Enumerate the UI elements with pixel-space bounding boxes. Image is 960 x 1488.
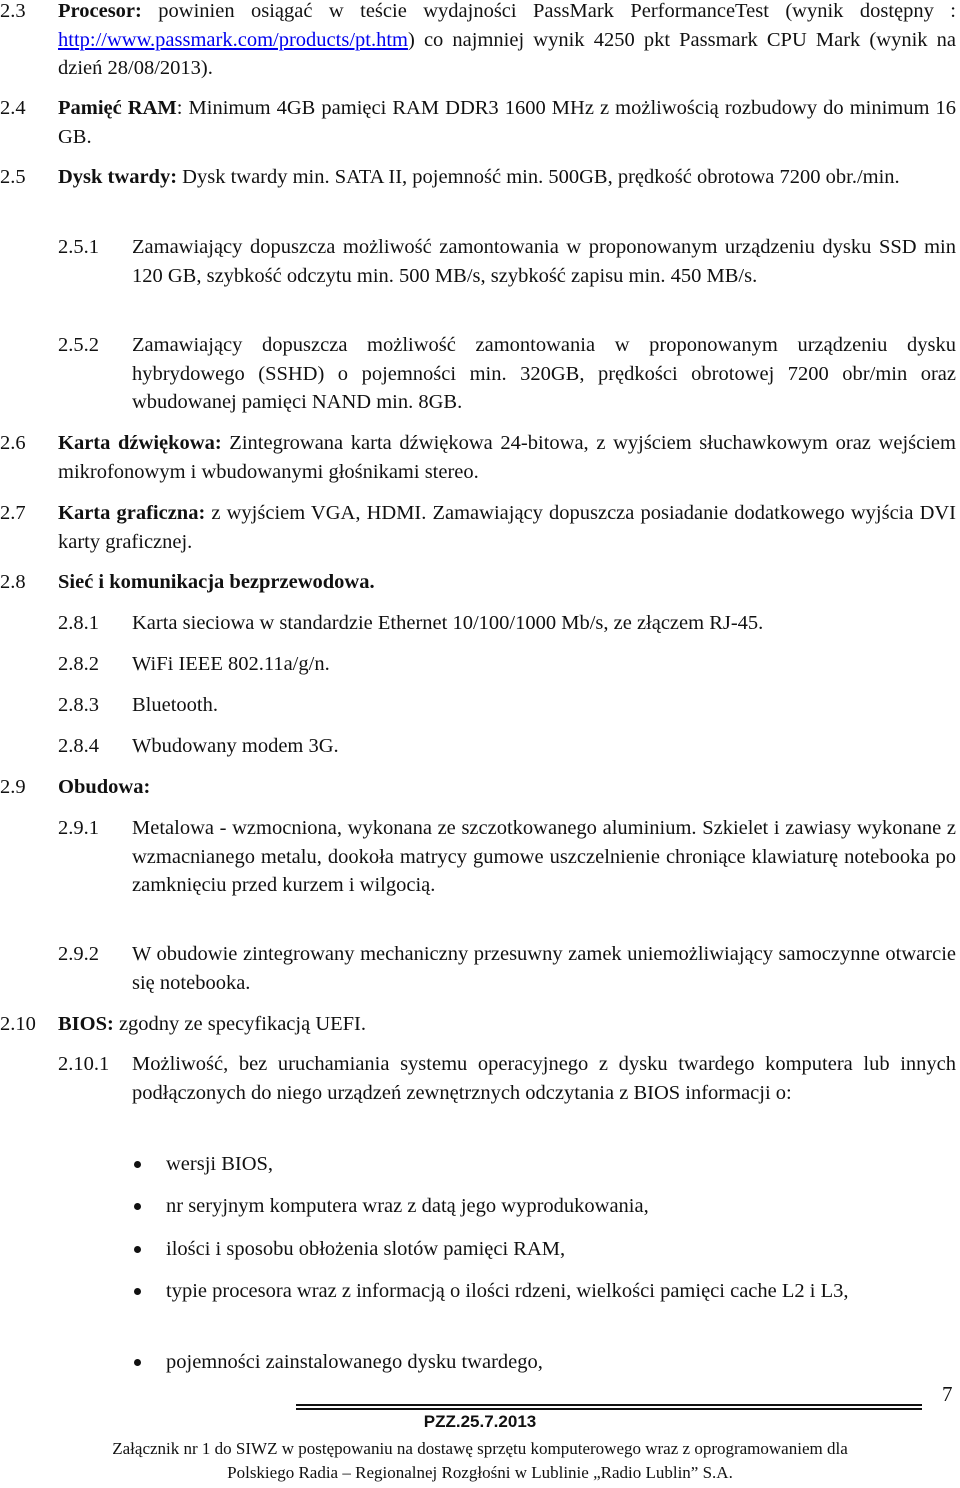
section-2-3 (0, 0, 956, 83)
passmark-link[interactable]: http://www.passmark.com/products/pt.htm (58, 28, 408, 51)
section-text (58, 0, 956, 83)
subsection-number: 2.10.1 (58, 1053, 110, 1075)
section-body: z wyjściem VGA, HDMI. Zamawiający dopuszcza posiadanie dodatkowego wyjścia DVI karty graficznej. (58, 502, 957, 553)
footer-line-2: Polskiego Radia – Regionalnej Rozgłośni w Lublinie „Radio Lublin” S.A. (227, 1463, 733, 1482)
subsection-2-5-2 (58, 331, 956, 417)
section-label: Dysk twardy: (58, 166, 178, 188)
section-label: BIOS: (58, 1013, 114, 1035)
bullet-item (131, 1235, 956, 1264)
section-number: 2.7 (0, 502, 26, 524)
section-text (58, 1010, 956, 1039)
section-number: 2.8 (0, 571, 26, 593)
section-text (58, 429, 956, 486)
section-2-10 (0, 1010, 956, 1039)
bullet-text: typie procesora wraz z informacją o ilości rdzeni, wielkości pamięci cache L2 i L3, (166, 1280, 849, 1302)
subsection-text: W obudowie zintegrowany mechaniczny przesuwny zamek uniemożliwiający samoczynne otwarcie się notebooka. (132, 943, 956, 994)
subsection-2-10-1 (58, 1050, 956, 1107)
section-body: powinien osiągać w teście wydajności PassMark PerformanceTest (wynik dostępny : (141, 0, 956, 22)
section-2-4 (0, 94, 956, 151)
subsection-number: 2.8.1 (58, 612, 99, 634)
subsection-2-9-2 (58, 940, 956, 997)
bullet-item (131, 1348, 956, 1377)
section-number: 2.9 (0, 776, 26, 798)
section-text (58, 163, 956, 192)
section-2-9 (0, 773, 956, 802)
section-2-5 (0, 163, 956, 192)
section-label: Karta graficzna: (58, 502, 206, 524)
section-body: : Minimum 4GB pamięci RAM DDR3 1600 MHz z możliwością rozbudowy do minimum 16 GB. (58, 97, 957, 148)
section-label: Obudowa: (58, 776, 151, 798)
bullet-item (131, 1150, 956, 1179)
bullet-text: pojemności zainstalowanego dysku twardego, (166, 1351, 543, 1373)
footer-rule (296, 1404, 922, 1406)
section-body: Dysk twardy min. SATA II, pojemność min. 500GB, prędkość obrotowa 7200 obr./min. (177, 166, 900, 188)
subsection-number: 2.9.2 (58, 943, 99, 965)
subsection-text: Metalowa - wzmocniona, wykonana ze szczotkowanego aluminium. Szkielet i zawiasy wykonane z wzmacnianego metalu, dookoła matrycy gumowe uszczelnienie chroniące klawiaturę notebooka po zamknięciu przed kurzem i wilgocią. (132, 817, 956, 896)
section-text (58, 773, 956, 802)
subsection-number: 2.5.2 (58, 334, 99, 356)
section-body: zgodny ze specyfikacją UEFI. (113, 1013, 366, 1035)
subsection-number: 2.8.2 (58, 653, 99, 675)
subsection-text: Bluetooth. (132, 694, 218, 716)
subsection-text: Wbudowany modem 3G. (132, 735, 339, 757)
section-label: Karta dźwiękowa: (58, 432, 222, 454)
subsection-text: Zamawiający dopuszcza możliwość zamontowania w proponowanym urządzeniu dysku SSD min 120 GB, szybkość odczytu min. 500 MB/s, szybkość zapisu min. 450 MB/s. (132, 236, 956, 287)
subsection-2-8-4 (58, 732, 956, 761)
section-label: Procesor: (58, 0, 142, 22)
subsection-text: Zamawiający dopuszcza możliwość zamontowania w proponowanym urządzeniu dysku hybrydowego (SSHD) o pojemności min. 320GB, prędkości obrotowej 7200 obr/min oraz wbudowanej pamięci NAND min. 8GB. (132, 334, 956, 413)
bullet-text: wersji BIOS, (166, 1153, 274, 1175)
subsection-number: 2.9.1 (58, 817, 99, 839)
page-number: 7 (942, 1382, 953, 1406)
section-number: 2.3 (0, 0, 26, 22)
subsection-text: WiFi IEEE 802.11a/g/n. (132, 653, 330, 675)
section-2-6 (0, 429, 956, 486)
bullet-item (131, 1277, 956, 1306)
section-number: 2.5 (0, 166, 26, 188)
bullet-item (131, 1192, 956, 1221)
subsection-number: 2.5.1 (58, 236, 99, 258)
footer-rule (296, 1408, 922, 1410)
bullet-icon (134, 1203, 141, 1210)
section-body: Zintegrowana karta dźwiękowa 24-bitowa, z wyjściem słuchawkowym oraz wejściem mikrofonowym i wbudowanymi głośnikami stereo. (58, 432, 956, 483)
bullet-icon (134, 1288, 141, 1295)
footer-line-1: Załącznik nr 1 do SIWZ w postępowaniu na dostawę sprzętu komputerowego wraz z oprogramowaniem dla (112, 1439, 848, 1458)
subsection-text: Karta sieciowa w standardzie Ethernet 10/100/1000 Mb/s, ze złączem RJ-45. (132, 612, 764, 634)
subsection-2-8-3 (58, 691, 956, 720)
subsection-text: Możliwość, bez uruchamiania systemu operacyjnego z dysku twardego komputera lub innych podłączonych do niego urządzeń zewnętrznych odczytania z BIOS informacji o: (132, 1053, 956, 1104)
subsection-2-8-2 (58, 650, 956, 679)
bullet-text: ilości i sposobu obłożenia slotów pamięci RAM, (166, 1238, 566, 1260)
bullet-icon (134, 1161, 141, 1168)
subsection-2-5-1 (58, 233, 956, 290)
section-label: Sieć i komunikacja bezprzewodowa. (58, 571, 375, 593)
subsection-number: 2.8.4 (58, 735, 99, 757)
section-number: 2.10 (0, 1013, 36, 1035)
bullet-icon (134, 1246, 141, 1253)
section-text (58, 499, 956, 556)
subsection-2-9-1 (58, 814, 956, 900)
section-body-cont: ) co najmniej wynik 4250 pkt Passmark CPU Mark (wynik na dzień 28/08/2013). (58, 28, 956, 79)
section-2-7 (0, 499, 956, 556)
section-number: 2.4 (0, 97, 26, 119)
subsection-number: 2.8.3 (58, 694, 99, 716)
footer-code: PZZ.25.7.2013 (423, 1412, 537, 1431)
section-label: Pamięć RAM (58, 97, 177, 119)
subsection-2-8-1 (58, 609, 956, 638)
section-text (58, 94, 956, 151)
bullet-text: nr seryjnym komputera wraz z datą jego wyprodukowania, (166, 1195, 649, 1217)
section-text (58, 568, 956, 597)
section-number: 2.6 (0, 432, 26, 454)
section-2-8 (0, 568, 956, 597)
bullet-icon (134, 1359, 141, 1366)
